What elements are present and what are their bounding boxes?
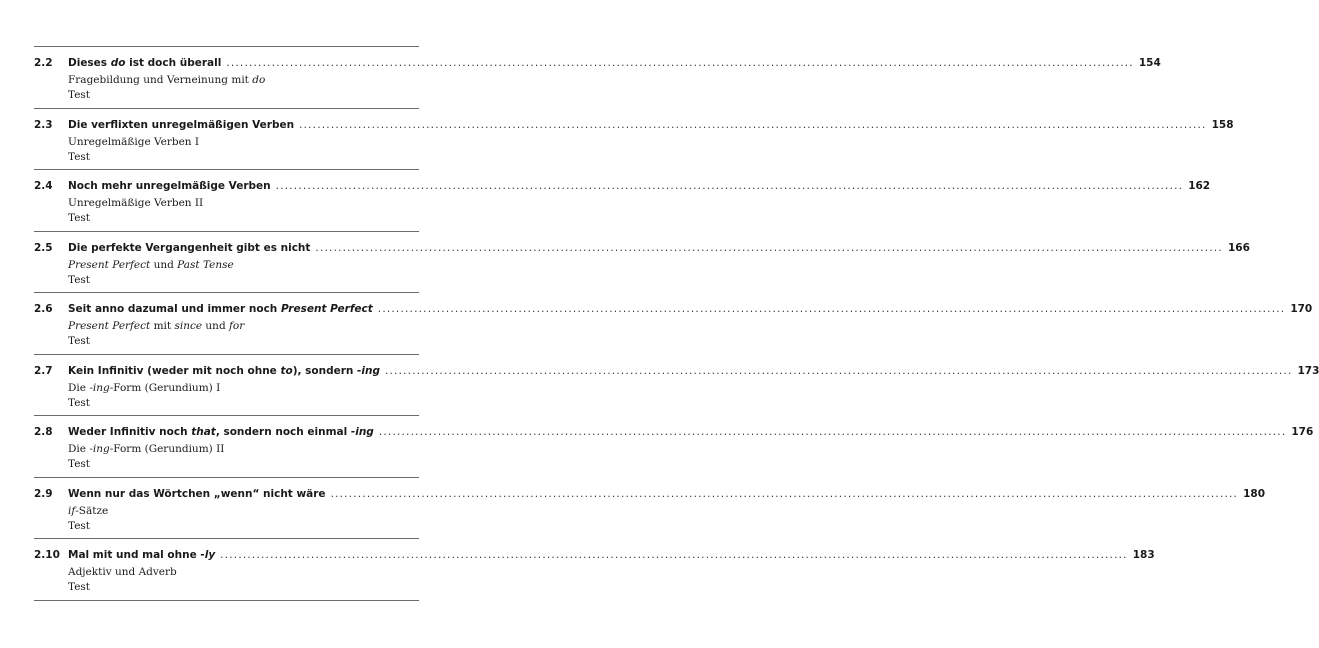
- section-title: Kein Infinitiv (weder mit noch ohne to), sondern -ing: [68, 364, 380, 377]
- section-title: Wenn nur das Wörtchen „wenn“ nicht wäre: [68, 487, 326, 500]
- dot-leader: ........................................................................................................................................................................................................: [220, 549, 1128, 561]
- subsection-title[interactable]: Present Perfect und Past Tense: [68, 258, 234, 271]
- divider: [34, 415, 419, 416]
- italic-term: Present Perfect: [68, 258, 151, 271]
- subsection-title[interactable]: Adjektiv und Adverb: [68, 566, 177, 578]
- toc-entry-heading[interactable]: [34, 549, 1155, 565]
- toc-entry-heading[interactable]: [34, 426, 1314, 442]
- toc-entry-heading[interactable]: [34, 487, 1266, 504]
- section-number: 2.3: [34, 118, 53, 131]
- divider: [34, 169, 419, 170]
- divider: [34, 46, 419, 47]
- dot-leader: ........................................................................................................................................................................................................: [315, 241, 1223, 254]
- subsection-test[interactable]: Test: [68, 396, 91, 409]
- italic-term: if: [68, 504, 76, 517]
- subsection-title[interactable]: if-Sätze: [68, 504, 109, 517]
- page-number: 162: [1188, 180, 1211, 192]
- page-number: 173: [1297, 364, 1319, 377]
- subsection-test[interactable]: Test: [68, 458, 91, 470]
- dot-leader: ........................................................................................................................................................................................................: [378, 426, 1287, 438]
- toc-entry-heading[interactable]: [34, 241, 1250, 258]
- italic-term: Present Perfect: [68, 320, 151, 332]
- subsection-test[interactable]: Test: [68, 273, 91, 286]
- subsection-title[interactable]: Die -ing-Form (Gerundium) I: [68, 381, 221, 394]
- dot-leader: ........................................................................................................................................................................................................: [275, 180, 1184, 192]
- subsection-test[interactable]: Test: [68, 581, 91, 593]
- page-number: 158: [1211, 118, 1234, 131]
- page-number: 180: [1243, 487, 1266, 500]
- subsection-test[interactable]: Test: [68, 519, 91, 532]
- section-title: Mal mit und mal ohne -ly: [68, 549, 216, 561]
- page-number: 183: [1132, 549, 1155, 561]
- toc-entry-heading[interactable]: [34, 57, 1161, 73]
- italic-term: -ing: [89, 443, 110, 455]
- subsection-title[interactable]: Fragebildung und Verneinung mit do: [68, 74, 266, 86]
- divider: [34, 354, 419, 355]
- section-number: 2.6: [34, 303, 53, 315]
- italic-term: since: [174, 320, 203, 332]
- subsection-title[interactable]: Die -ing-Form (Gerundium) II: [68, 443, 225, 455]
- section-title: Die perfekte Vergangenheit gibt es nicht: [68, 241, 311, 254]
- dot-leader: ........................................................................................................................................................................................................: [377, 303, 1286, 315]
- page-number: 154: [1138, 57, 1161, 69]
- toc-entry-heading[interactable]: [34, 118, 1234, 135]
- toc-entry-heading[interactable]: [34, 303, 1313, 319]
- section-title: Weder Infinitiv noch that, sondern noch einmal -ing: [68, 426, 374, 438]
- italic-term: -ing: [350, 426, 374, 438]
- page-number: 170: [1290, 303, 1313, 315]
- italic-term: that: [191, 426, 216, 438]
- subsection-title[interactable]: Unregelmäßige Verben I: [68, 135, 200, 148]
- section-number: 2.7: [34, 364, 53, 377]
- page-number: 166: [1227, 241, 1250, 254]
- dot-leader: ........................................................................................................................................................................................................: [299, 118, 1207, 131]
- divider: [34, 231, 419, 232]
- divider: [34, 477, 419, 478]
- dot-leader: ........................................................................................................................................................................................................: [226, 57, 1134, 69]
- section-number: 2.10: [34, 549, 60, 561]
- italic-term: -ly: [200, 549, 216, 561]
- section-number: 2.8: [34, 426, 53, 438]
- section-number: 2.2: [34, 57, 53, 69]
- dot-leader: ........................................................................................................................................................................................................: [330, 487, 1239, 500]
- section-number: 2.4: [34, 180, 53, 192]
- toc-entry-heading[interactable]: [34, 364, 1319, 381]
- divider: [34, 292, 419, 293]
- italic-term: to: [280, 364, 293, 377]
- subsection-title[interactable]: Unregelmäßige Verben II: [68, 197, 204, 209]
- subsection-title[interactable]: Present Perfect mit since und for: [68, 320, 245, 332]
- italic-term: Present Perfect: [280, 303, 373, 315]
- section-number: 2.9: [34, 487, 53, 500]
- section-title: Dieses do ist doch überall: [68, 57, 222, 69]
- italic-term: -ing: [89, 381, 110, 394]
- section-title: Noch mehr unregelmäßige Verben: [68, 180, 271, 192]
- subsection-test[interactable]: Test: [68, 150, 91, 163]
- section-number: 2.5: [34, 241, 53, 254]
- subsection-test[interactable]: Test: [68, 212, 91, 224]
- italic-term: Past Tense: [177, 258, 234, 271]
- section-title: Die verflixten unregelmäßigen Verben: [68, 118, 295, 131]
- section-title: Seit anno dazumal und immer noch Present Perfect: [68, 303, 373, 315]
- subsection-test[interactable]: Test: [68, 335, 91, 347]
- dot-leader: ........................................................................................................................................................................................................: [384, 364, 1293, 377]
- page-number: 176: [1291, 426, 1314, 438]
- toc-entry-heading[interactable]: [34, 180, 1211, 196]
- divider: [34, 600, 419, 601]
- italic-term: do: [252, 74, 266, 86]
- subsection-test[interactable]: Test: [68, 89, 91, 101]
- divider: [34, 108, 419, 109]
- divider: [34, 538, 419, 539]
- italic-term: for: [229, 320, 245, 332]
- italic-term: -ing: [357, 364, 380, 377]
- italic-term: do: [110, 57, 126, 69]
